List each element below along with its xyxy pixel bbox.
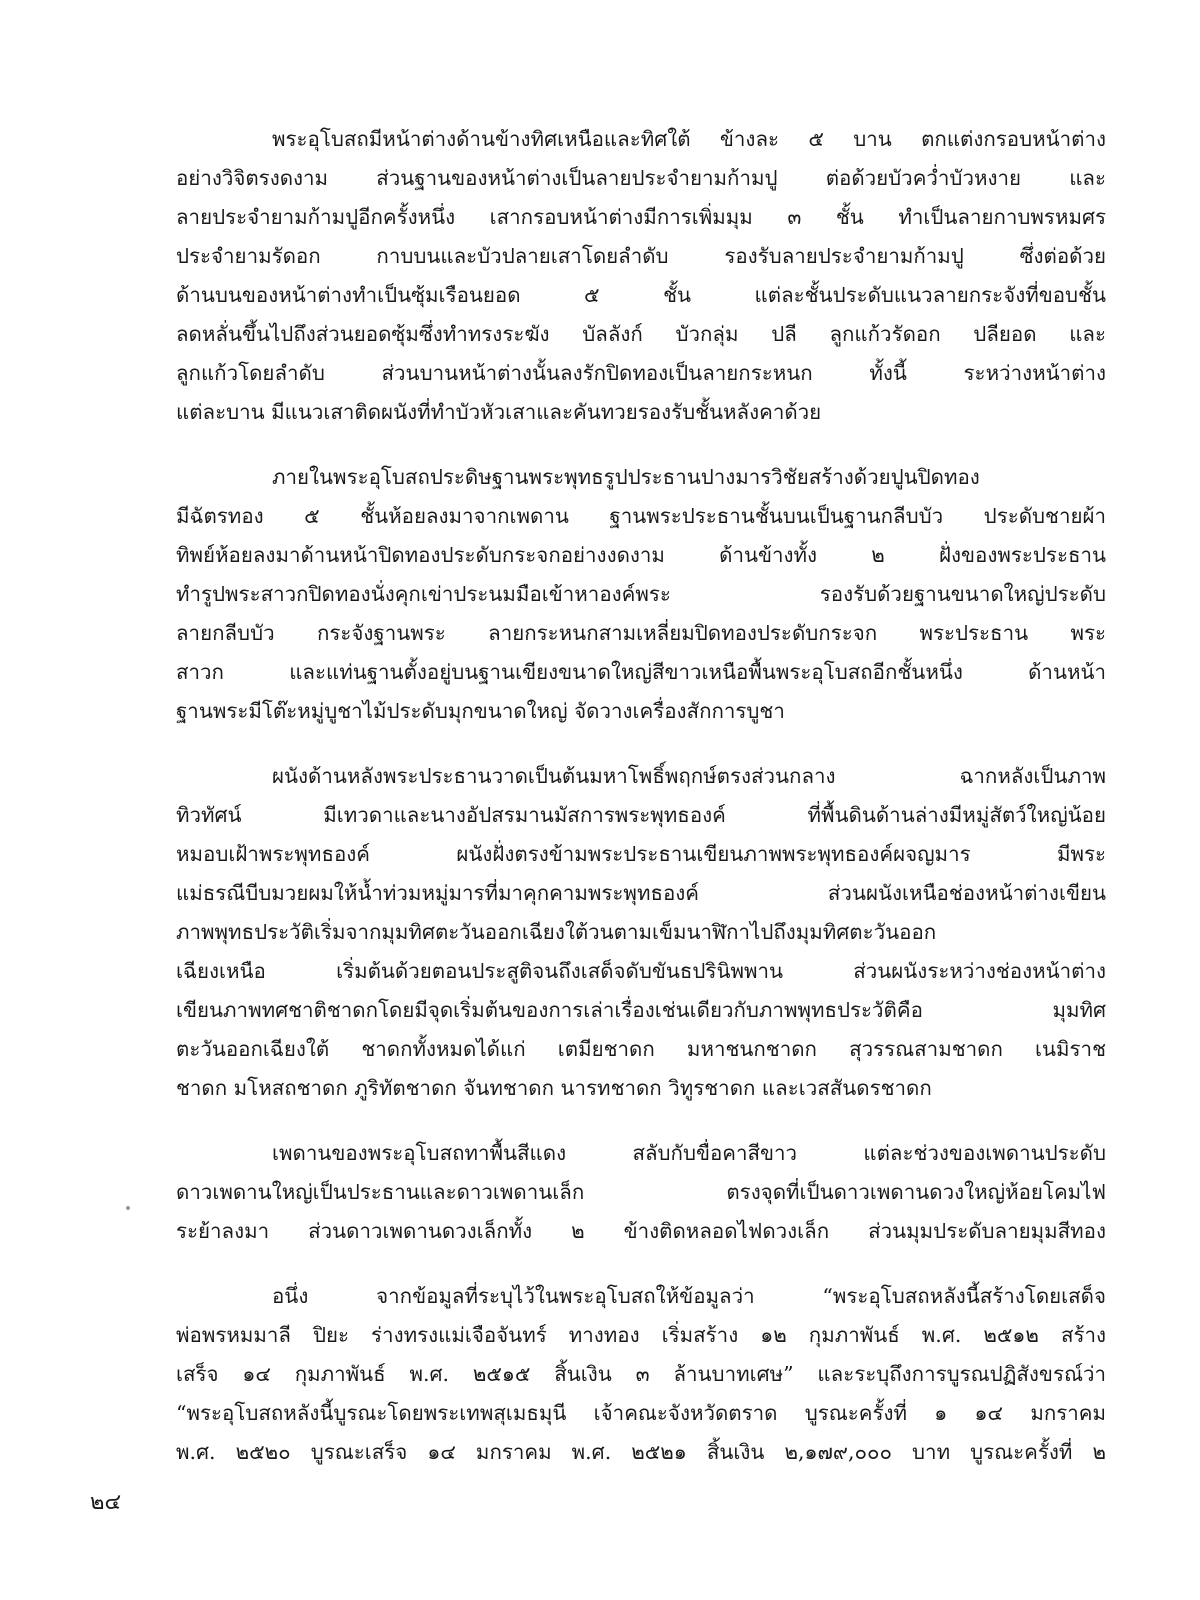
text-line: ทิพย์ห้อยลงมาด้านหน้าปิดทองประดับกระจกอย่างงดงาม ด้านข้างทั้ง ๒ ฝั่งของพระประธาน — [176, 543, 1106, 567]
text-line: ลดหลั่นขึ้นไปถึงส่วนยอดซุ้มซึ่งทำทรงระฆัง บัลลังก์ บัวกลุ่ม ปลี ลูกแก้วรัดอก ปลียอด และ — [176, 322, 1106, 346]
text-line: มีฉัตรทอง ๕ ชั้นห้อยลงมาจากเพดาน ฐานพระประธานชั้นบนเป็นฐานกลีบบัว ประดับชายผ้า — [176, 504, 1106, 528]
text-line: สาวก และแท่นฐานตั้งอยู่บนฐานเขียงขนาดใหญ่สีขาวเหนือพื้นพระอุโบสถอีกชั้นหนึ่ง ด้านหน้า — [176, 660, 1106, 684]
margin-dot — [126, 1206, 130, 1210]
text-line: อย่างวิจิตรงดงาม ส่วนฐานของหน้าต่างเป็นลายประจำยามก้ามปู ต่อด้วยบัวคว่ำบัวหงาย และ — [176, 166, 1106, 190]
text-line: ภายในพระอุโบสถประดิษฐานพระพุทธรูปประธานปางมารวิชัยสร้างด้วยปูนปิดทอง — [272, 465, 980, 489]
text-line: พระอุโบสถมีหน้าต่างด้านข้างทิศเหนือและทิศใต้ ข้างละ ๕ บาน ตกแต่งกรอบหน้าต่าง — [272, 127, 1106, 151]
paragraph-murals — [176, 757, 1106, 1108]
text-line: เฉียงเหนือ เริ่มต้นด้วยตอนประสูติจนถึงเสด็จดับขันธปรินิพพาน ส่วนผนังระหว่างช่องหน้าต่าง — [176, 959, 1106, 983]
text-line: เพดานของพระอุโบสถทาพื้นสีแดง สลับกับขื่อคาสีขาว แต่ละช่วงของเพดานประดับ — [272, 1141, 1106, 1165]
text-line: ตะวันออกเฉียงใต้ ชาดกทั้งหมดได้แก่ เตมียชาดก มหาชนกชาดก สุวรรณสามชาดก เนมิราช — [176, 1037, 1106, 1061]
body-text — [176, 120, 1106, 1498]
text-line: ทิวทัศน์ มีเทวดาและนางอัปสรมานมัสการพระพุทธองค์ ที่พื้นดินด้านล่างมีหมู่สัตว์ใหญ่น้อย — [176, 803, 1106, 827]
paragraph-window-decoration — [176, 120, 1106, 432]
paragraph-principal-buddha — [176, 458, 1106, 731]
text-line: ผนังด้านหลังพระประธานวาดเป็นต้นมหาโพธิ์พฤกษ์ตรงส่วนกลาง ฉากหลังเป็นภาพ — [272, 764, 1106, 788]
text-line: เสร็จ ๑๔ กุมภาพันธ์ พ.ศ. ๒๕๑๕ สิ้นเงิน ๓ ล้านบาทเศษ” และระบุถึงการบูรณปฏิสังขรณ์ว่า — [176, 1362, 1106, 1386]
text-line: “พระอุโบสถหลังนี้บูรณะโดยพระเทพสุเมธมุนี เจ้าคณะจังหวัดตราด บูรณะครั้งที่ ๑ ๑๔ มกราคม — [176, 1401, 1106, 1425]
paragraph-ceiling — [176, 1134, 1106, 1251]
text-line: ประจำยามรัดอก กาบบนและบัวปลายเสาโดยลำดับ รองรับลายประจำยามก้ามปู ซึ่งต่อด้วย — [176, 244, 1106, 268]
text-line: พ.ศ. ๒๕๒๐ บูรณะเสร็จ ๑๔ มกราคม พ.ศ. ๒๕๒๑ สิ้นเงิน ๒,๑๗๙,๐๐๐ บาท บูรณะครั้งที่ ๒ — [176, 1440, 1106, 1464]
text-line: ลายประจำยามก้ามปูอีกครั้งหนึ่ง เสากรอบหน้าต่างมีการเพิ่มมุม ๓ ชั้น ทำเป็นลายกาบพรหมศร — [176, 205, 1106, 229]
page-number: ๒๔ — [90, 1490, 122, 1515]
text-line: แม่ธรณีบีบมวยผมให้น้ำท่วมหมู่มารที่มาคุกคามพระพุทธองค์ ส่วนผนังเหนือช่องหน้าต่างเขียน — [176, 881, 1106, 905]
text-line: อนึ่ง จากข้อมูลที่ระบุไว้ในพระอุโบสถให้ข้อมูลว่า “พระอุโบสถหลังนี้สร้างโดยเสด็จ — [272, 1284, 1106, 1308]
text-line: ฐานพระมีโต๊ะหมู่บูชาไม้ประดับมุกขนาดใหญ่ จัดวางเครื่องสักการบูชา — [176, 699, 785, 723]
text-line: ระย้าลงมา ส่วนดาวเพดานดวงเล็กทั้ง ๒ ข้างติดหลอดไฟดวงเล็ก ส่วนมุมประดับลายมุมสีทอง — [176, 1219, 1106, 1243]
text-line: แต่ละบาน มีแนวเสาติดผนังที่ทำบัวหัวเสาและคันทวยรองรับชั้นหลังคาด้วย — [176, 400, 822, 424]
paragraph-construction-history — [176, 1277, 1106, 1472]
text-line: ชาดก มโหสถชาดก ภูริทัตชาดก จันทชาดก นารทชาดก วิทูรชาดก และเวสสันดรชาดก — [176, 1076, 932, 1100]
text-line: ทำรูปพระสาวกปิดทองนั่งคุกเข่าประนมมือเข้าหาองค์พระ รองรับด้วยฐานขนาดใหญ่ประดับ — [176, 582, 1106, 606]
text-line: หมอบเฝ้าพระพุทธองค์ ผนังฝั่งตรงข้ามพระประธานเขียนภาพพระพุทธองค์ผจญมาร มีพระ — [176, 842, 1106, 866]
text-line: ลายกลีบบัว กระจังฐานพระ ลายกระหนกสามเหลี่ยมปิดทองประดับกระจก พระประธาน พระ — [176, 621, 1106, 645]
text-line: ภาพพุทธประวัติเริ่มจากมุมทิศตะวันออกเฉียงใต้วนตามเข็มนาฬิกาไปถึงมุมทิศตะวันออก — [176, 920, 937, 944]
text-line: ด้านบนของหน้าต่างทำเป็นซุ้มเรือนยอด ๕ ชั้น แต่ละชั้นประดับแนวลายกระจังที่ขอบชั้น — [176, 283, 1106, 307]
text-line: เขียนภาพทศชาติชาดกโดยมีจุดเริ่มต้นของการเล่าเรื่องเช่นเดียวกับภาพพุทธประวัติคือ มุมทิศ — [176, 998, 1106, 1022]
text-line: พ่อพรหมมาลี ปิยะ ร่างทรงแม่เจือจันทร์ ทางทอง เริ่มสร้าง ๑๒ กุมภาพันธ์ พ.ศ. ๒๕๑๒ สร้าง — [176, 1323, 1106, 1347]
text-line: ลูกแก้วโดยลำดับ ส่วนบานหน้าต่างนั้นลงรักปิดทองเป็นลายกระหนก ทั้งนี้ ระหว่างหน้าต่าง — [176, 361, 1106, 385]
text-line: ดาวเพดานใหญ่เป็นประธานและดาวเพดานเล็ก ตรงจุดที่เป็นดาวเพดานดวงใหญ่ห้อยโคมไฟ — [176, 1180, 1106, 1204]
